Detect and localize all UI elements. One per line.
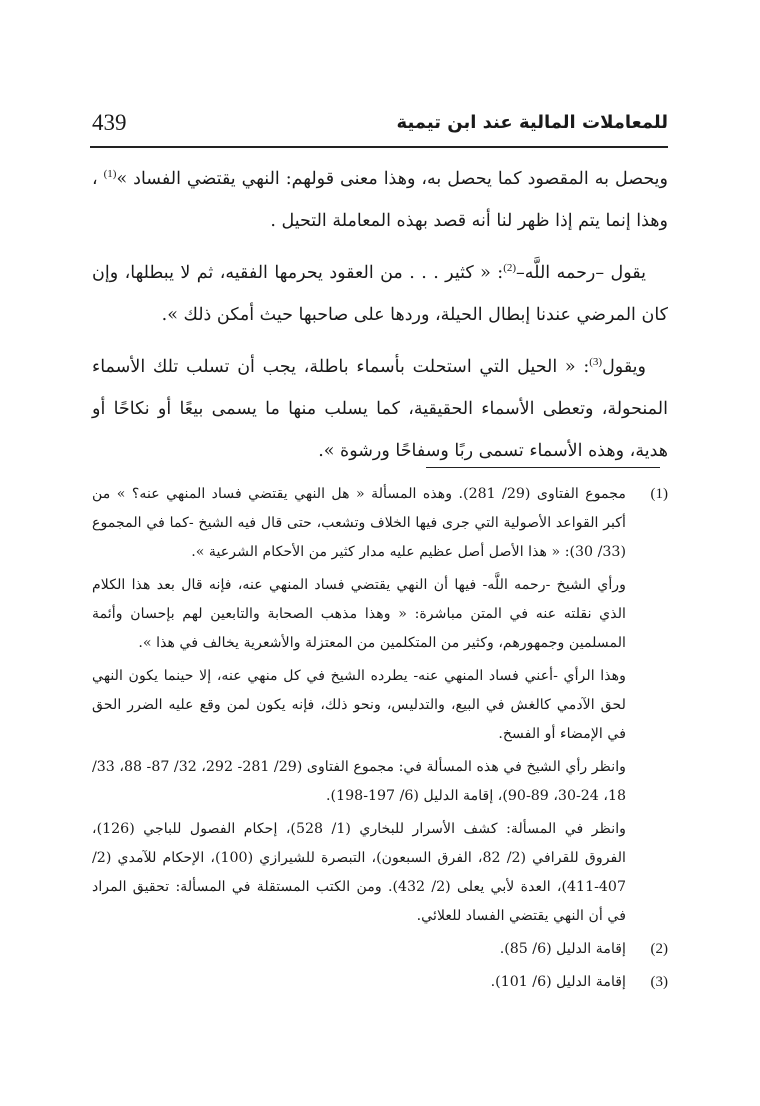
footnote-number: (2) — [650, 941, 668, 957]
page-header — [92, 106, 668, 146]
footnote-ref-2[interactable]: (2) — [503, 262, 517, 275]
footnote-divider — [426, 467, 660, 468]
footnotes — [92, 480, 668, 1001]
page-number: 439 — [92, 110, 127, 135]
footnote-paragraph: إقامة الدليل (6/ 101). — [490, 974, 626, 990]
footnote-2 — [92, 935, 668, 964]
footnote-number: (1) — [650, 486, 668, 502]
body-paragraph-1: ويحصل به المقصود كما يحصل به، وهذا معنى قولهم: النهي يقتضي الفساد »$^{(1)}$ ، وهذا إنما يتم إذا ظهر لنا أنه قصد بهذه المعاملة التحيل . — [92, 168, 668, 231]
footnote-paragraph: وهذا الرأي -أعني فساد المنهي عنه- يطرده الشيخ في كل منهي عنه، إلا حينما يكون النهي لحق الآدمي كالغش في البيع، والتدليس، ونحو ذلك، فإنه يكون لمن وقع عليه الضرر الحق في الإمضاء أو الفسخ. — [92, 668, 626, 742]
main-text — [92, 158, 668, 482]
footnote-paragraph: مجموع الفتاوى (29/ 281). وهذه المسألة « هل النهي يقتضي فساد المنهي عنه؟ » من أكبر القواعد الأصولية التي جرى فيها الخلاف وتشعب، حتى قال فيه الشيخ -كما في المجموع (33/ 30): « هذا الأصل أصل عظيم عليه مدار كثير من الأحكام الشرعية ». — [92, 486, 627, 560]
footnote-paragraph: وانظر رأي الشيخ في هذه المسألة في: مجموع الفتاوى (29/ 281- 292، 32/ 87- 88، 33/ 18، 24-30، 89-90)، إقامة الدليل (6/ 197-198). — [92, 759, 626, 804]
footnote-number: (3) — [650, 974, 668, 990]
footnote-3 — [92, 968, 668, 997]
footnote-paragraph: إقامة الدليل (6/ 85). — [499, 941, 626, 957]
header-divider — [90, 146, 668, 148]
footnote-ref-3[interactable]: (3) — [589, 356, 603, 369]
footnote-ref-1[interactable]: (1) — [103, 168, 117, 181]
footnote-1 — [92, 480, 668, 931]
running-title: للمعاملات المالية عند ابن تيمية — [396, 112, 668, 133]
body-paragraph-3: ويقول$^{(3)}$: « الحيل التي استحلت بأسماء باطلة، يجب أن تسلب تلك الأسماء المنحولة، وتعطى الأسماء الحقيقية، كما يسلب منها ما يسمى بيعًا أو نكاحًا أو هدية، وهذه الأسماء تسمى ربًا وسفاحًا ورشوة ». — [92, 356, 668, 461]
footnote-paragraph: وانظر في المسألة: كشف الأسرار للبخاري (1/ 528)، إحكام الفصول للباجي (126)، الفروق للقرافي (2/ 82، الفرق السبعون)، التبصرة للشيرازي (100)، الإحكام للآمدي (2/ 407-411)، العدة لأبي يعلى (2/ 432). ومن الكتب المستقلة في المسألة: تحقيق المراد في أن النهي يقتضي الفساد للعلائي. — [92, 821, 626, 924]
footnote-paragraph: ورأي الشيخ -رحمه اللَّه- فيها أن النهي يقتضي فساد المنهي عنه، فإنه قال بعد هذا الكلام الذي نقلته عنه في المتن مباشرة: « وهذا مذهب الصحابة والتابعين لهم بإحسان وأئمة المسلمين وجمهورهم، وكثير من المتكلمين من المعتزلة والأشعرية يخالف في هذا ». — [92, 577, 626, 651]
body-paragraph-2: يقول –رحمه اللَّه–$^{(2)}$: « كثير . . . من العقود يحرمها الفقيه، ثم لا يبطلها، وإن كان المرضي عندنا إبطال الحيلة، وردها على صاحبها حيث أمكن ذلك ». — [92, 262, 668, 325]
